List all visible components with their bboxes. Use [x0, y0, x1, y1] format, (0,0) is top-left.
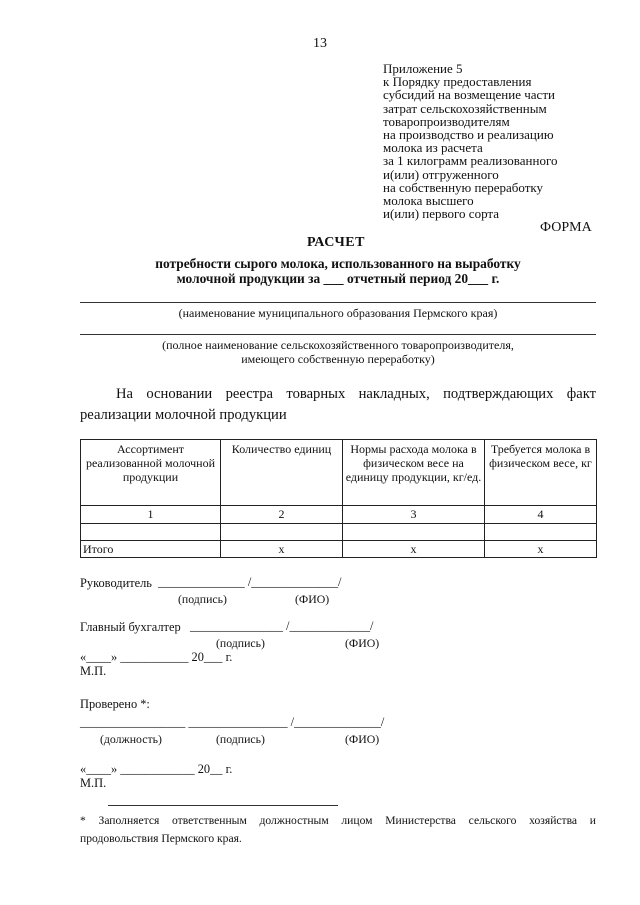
accountant-sign-caption: (подпись)	[216, 636, 265, 650]
intro-paragraph: На основании реестра товарных накладных, подтверждающих факт реализации молочной продукции	[80, 386, 596, 423]
appendix-line: Приложение 5	[383, 61, 463, 76]
table-cell[interactable]	[81, 524, 221, 541]
stamp-place-1: М.П.	[80, 664, 107, 678]
head-sign-caption: (подпись)	[178, 592, 227, 606]
total-cell: х	[221, 541, 343, 558]
checked-fio-caption: (ФИО)	[345, 732, 380, 746]
total-cell: х	[485, 541, 597, 558]
number-cell: 2	[221, 506, 343, 524]
table-number-row	[81, 506, 597, 524]
header-cell: Требуется молока в физическом весе, кг	[485, 440, 597, 506]
producer-caption	[80, 338, 596, 366]
appendix-line: товаропроизводителям	[383, 113, 510, 129]
checked-sign-caption: (подпись)	[216, 732, 265, 746]
appendix-line: молока из расчета	[383, 140, 483, 156]
head-fio-caption: (ФИО)	[295, 592, 330, 606]
total-label-cell: Итого	[81, 541, 221, 558]
checked-signature-line[interactable]: _________________ ________________ /______________/	[80, 715, 385, 729]
form-label: ФОРМА	[540, 220, 592, 235]
producer-caption-line-2: имеющего собственную переработку)	[241, 352, 435, 366]
appendix-line: молока высшего	[383, 193, 474, 209]
appendix-line: на собственную переработку	[383, 179, 544, 195]
appendix-line: и(или) отгруженного	[383, 166, 499, 182]
calculation-table	[80, 439, 597, 558]
producer-caption-line-1: (полное наименование сельскохозяйственного товаропроизводителя,	[162, 338, 514, 352]
number-cell: 3	[343, 506, 485, 524]
municipality-fill-line[interactable]	[80, 302, 596, 303]
appendix-line: и(или) первого сорта	[383, 206, 500, 222]
appendix-line: за 1 килограмм реализованного	[383, 153, 558, 169]
header-cell: Нормы расхода молока в физическом весе на единицу продукции, кг/ед.	[343, 440, 485, 506]
stamp-place-2: М.П.	[80, 776, 107, 790]
table-total-row	[81, 541, 597, 558]
header-cell: Количество единиц	[221, 440, 343, 506]
appendix-line: затрат сельскохозяйственным	[383, 100, 547, 116]
municipality-caption: (наименование муниципального образования Пермского края)	[178, 306, 498, 320]
appendix-line: субсидий на возмещение части	[383, 87, 555, 103]
accountant-fio-caption: (ФИО)	[345, 636, 380, 650]
accountant-signature-label: Главный бухгалтер	[80, 620, 181, 634]
date-field-1[interactable]: «____» ___________ 20___ г.	[80, 650, 233, 664]
table-header-row	[81, 440, 597, 506]
table-cell[interactable]	[343, 524, 485, 541]
accountant-signature-line[interactable]: _______________ /_____________/	[190, 619, 374, 633]
subtitle-line-2: молочной продукции за ___ отчетный период 20___ г.	[176, 271, 500, 286]
table-cell[interactable]	[485, 524, 597, 541]
number-cell: 4	[485, 506, 597, 524]
document-subtitle	[80, 256, 596, 286]
footnote-separator	[108, 805, 338, 806]
total-cell: х	[343, 541, 485, 558]
date-field-2[interactable]: «____» ____________ 20__ г.	[80, 762, 233, 776]
appendix-line: к Порядку предоставления	[383, 74, 532, 90]
header-cell: Ассортимент реализованной молочной продукции	[81, 440, 221, 506]
appendix-line: на производство и реализацию	[383, 127, 554, 143]
page-number: 13	[313, 36, 327, 51]
head-signature-line[interactable]: ______________ /______________/	[158, 575, 342, 589]
footnote: * Заполняется ответственным должностным лицом Министерства сельского хозяйства и продовольствия Пермского края.	[80, 814, 596, 845]
number-cell: 1	[81, 506, 221, 524]
checked-label: Проверено *:	[80, 697, 150, 711]
producer-fill-line[interactable]	[80, 334, 596, 335]
table-row	[81, 524, 597, 541]
appendix-block	[383, 62, 613, 220]
head-signature-label: Руководитель	[80, 576, 152, 590]
table-cell[interactable]	[221, 524, 343, 541]
subtitle-line-1: потребности сырого молока, использованного на выработку	[155, 256, 521, 271]
checked-position-caption: (должность)	[100, 732, 162, 746]
document-title: РАСЧЕТ	[307, 235, 365, 250]
